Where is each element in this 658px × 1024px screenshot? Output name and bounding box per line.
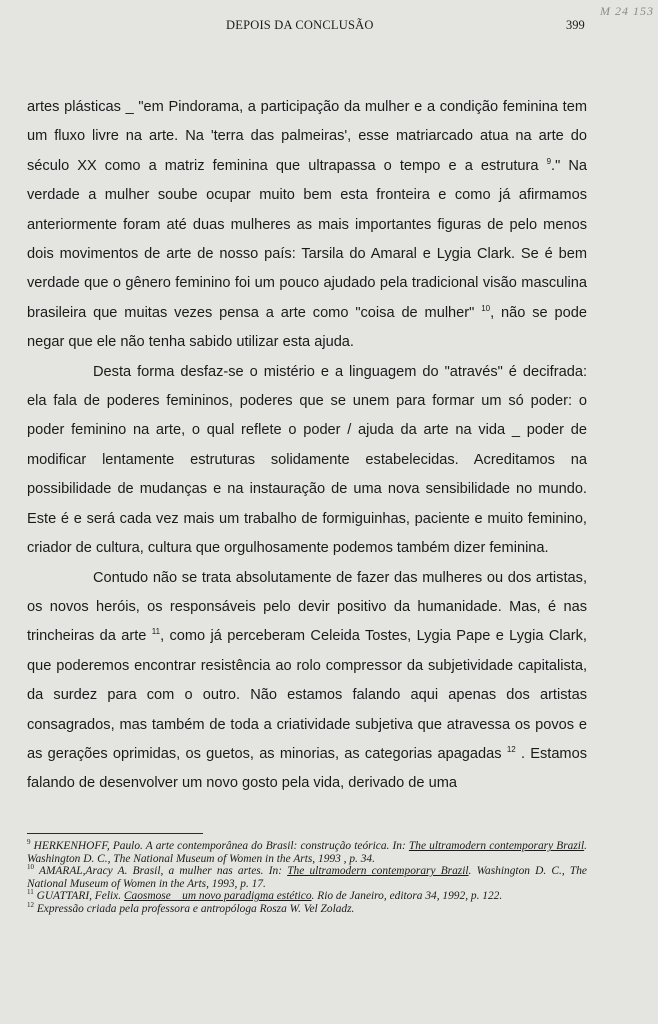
running-title: DEPOIS DA CONCLUSÃO: [226, 18, 374, 32]
footnote-9: $^9$ HERKENHOFF, Paulo. A arte contemporânea do Brasil: construção teórica. In: The ultramodern contemporary Brazil. Washington D. C., The National Museum of Women in the Arts, 1993 , p. 34.: [27, 838, 587, 865]
footnote-ref-9: 9: [546, 156, 552, 166]
footnote-ref-11: 11: [151, 627, 161, 637]
paragraph-2: Desta forma desfaz-se o mistério e a linguagem do "através" é decifrada: ela fala de poderes femininos, poderes que se unem para formar um só poder: o poder feminino na arte, o qual reflete o poder / ajuda da arte na vida _ poder de modificar lentamente estruturas solidamente estabelecidas. Acreditamos na possibilidade de mudanças e na instauração de uma nova sensibilidade no mundo. Este é e será cada vez mais um trabalho de formiguinhas, paciente e muito feminino, criador de cultura, cultura que orgulhosamente podemos também dizer feminina.: [27, 363, 587, 557]
paragraph-3: Contudo não se trata absolutamente de fazer das mulheres ou dos artistas, os novos heróis, os responsáveis pelo devir positivo da humanidade. Mas, é nas trincheiras da arte $^{11}$, como já perceberam Celeida Tostes, Lygia Pape e Lygia Clark, que poderemos encontrar resistência ao rolo compressor da subjetividade capitalista, da surdez para com o outro. Não estamos falando aqui apenas dos artistas consagrados, mas também de toda a criatividade subjetiva que atravessa os povos e as gerações oprimidas, os guetos, as minorias, as categorias apagadas $^{12}$ . Estamos falando de desenvolver um novo gosto pela vida, derivado de uma: [27, 569, 588, 792]
footnote-ref-12: 12: [506, 745, 516, 755]
footnote-ref-10: 10: [481, 303, 491, 313]
footnote-divider: [27, 833, 203, 834]
paragraph-1: artes plásticas _ "em Pindorama, a participação da mulher e a condição feminina tem um fluxo livre na arte. Na 'terra das palmeiras', esse matriarcado atua na arte do século XX como a matriz feminina que ultrapassa o tempo e a estrutura $^9$." Na verdade a mulher soube ocupar muito bem esta fronteira e como já afirmamos anteriormente foram até duas mulheres as mais importantes figuras de pelo menos dois movimentos de arte de nosso país: Tarsila do Amaral e Lygia Clark. Se é bem verdade que o gênero feminino foi um pouco ajudado pela tradicional visão masculina brasileira que muitas vezes pensa a arte como "coisa de mulher" $^{10}$, não se pode negar que ele não tenha sabido utilizar esta ajuda.: [27, 99, 587, 351]
archive-mark: M 24 153: [600, 4, 654, 18]
footnote-11: $^{11}$ GUATTARI, Felix. Caosmose _ um novo paradigma estético. Rio de Janeiro, editora 34, 1992, p. 122.: [27, 888, 503, 903]
footnote-10: $^{10}$ AMARAL,Aracy A. Brasil, a mulher nas artes. In: The ultramodern contemporary Brazil. Washington D. C., The National Museum of Women in the Arts, 1993, p. 17.: [27, 863, 587, 890]
body-text: [27, 93, 587, 799]
page-number: 399: [566, 18, 585, 32]
footnotes: [27, 840, 587, 916]
footnote-12: $^{12}$ Expressão criada pela professora e antropóloga Rosza W. Vel Zoladz.: [27, 901, 355, 915]
